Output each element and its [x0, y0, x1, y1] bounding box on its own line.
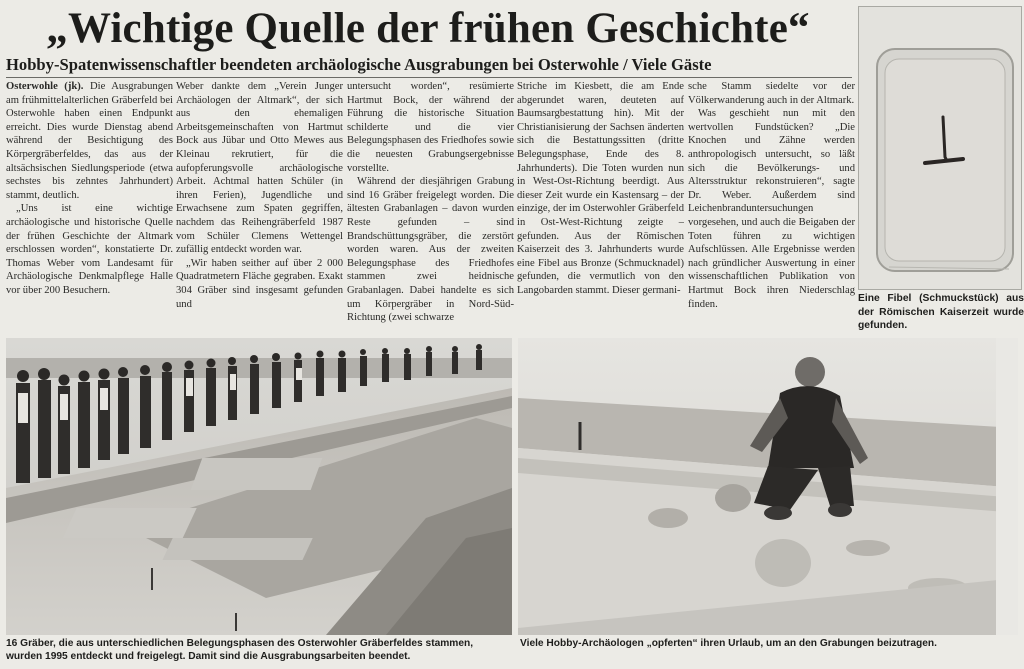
dateline: Osterwohle (jk).	[6, 81, 84, 92]
fibula-caption: Eine Fibel (Schmuckstück) aus der Römischen Kaiserzeit wurde gefunden.	[858, 293, 1024, 331]
volunteer-caption: Viele Hobby-Archäologen „opferten“ ihren Urlaub, um an den Grabungen beizutragen.	[520, 638, 937, 649]
article-paragraph: Striche im Kiesbett, die am Ende abgerundet waren, deuteten auf Baumsargbestattung hin). Mit der Christianisierung der Sachsen änderten sich die Bestattungssitten (dritte Belegungsphase, Ende des 8. Jahrhunderts). Die Toten wurden nun in West-Ost-Richtung beerdigt. Aus dieser Zeit wurde ein Kastensarg – der einzige, der im Osterwohler Gräberfeld in Ost-West-Richtung zeigte – gefunden. Aus der Römischen Kaiserzeit des 3. Jahrhunderts wurde eine Fibel aus Bronze (Schmucknadel) gefunden, die vermutlich von den Langobarden stammt. Dieser germani-	[517, 81, 684, 296]
article-headline: „Wichtige Quelle der frühen Geschichte“	[46, 5, 810, 52]
article-column-1	[6, 80, 173, 335]
headline-rule	[6, 77, 852, 78]
article-paragraph: „Wir haben seither auf über 2 000 Quadratmetern Fläche gegraben. Exakt 304 Gräber sind insgesamt gefunden und	[176, 257, 343, 310]
article-paragraph	[6, 80, 173, 202]
article-paragraph: Was geschieht nun mit den wertvollen Fundstücken? „Die Knochen und Zähne werden anthropologisch untersucht, so läßt sich die Bevölkerungs- und Altersstruktur rekonstruieren“, sagte Dr. Weber. Außerdem sind Leichenbranduntersuchungen vorgesehen, und auch die Beigaben der Toten führen zu wichtigen Aufschlüssen. Alle Ergebnisse werden nach gründlicher Auswertung in einer wissenschaftlichen Publikation von Hartmut Bock ihren Niederschlag finden.	[688, 108, 855, 310]
fibula-photo	[858, 6, 1022, 290]
excavation-image	[6, 338, 512, 635]
article-paragraph: untersucht worden“, resümierte Hartmut Bock, der während der Führung die historische Situation schilderte und die vier Belegungsphasen des Friedhofes sowie die neuesten Grabungsergebnisse vorstellte.	[347, 81, 514, 174]
article-column-2	[176, 80, 343, 335]
article-paragraph: „Uns ist eine wichtige archäologische und historische Quelle der frühen Geschichte der Altmark erschlossen worden“, konstatierte Dr. Thomas Weber vom Landesamt für Archäologische Denkmalpflege Halle vor über 200 Besuchern.	[6, 203, 173, 296]
paragraph-text: Die Ausgrabungen am frühmittelalterlichen Gräberfeld bei Osterwohle haben einen Endpunkt erreicht. Dies wurde Dienstag abend während der Besichtigung des Körpergräberfeldes, das aus der altsächsischen Siedlungsperiode (etwa sechstes bis zehntes Jahrhundert) stammt, deutlich.	[6, 81, 173, 201]
excavation-photo	[6, 338, 512, 635]
article-column-3	[347, 80, 514, 335]
volunteer-photo	[518, 338, 1018, 635]
excavation-caption: 16 Gräber, die aus unterschiedlichen Belegungsphasen des Osterwohler Gräberfeldes stammen, wurden 1995 entdeckt und freigelegt. Damit sind die Ausgrabungsarbeiten beendet.	[6, 638, 474, 663]
article-subheadline: Hobby-Spatenwissenschaftler beendeten archäologische Ausgrabungen bei Osterwohle / Viele Gäste	[6, 55, 712, 74]
article-column-5	[688, 80, 855, 335]
article-paragraph: Weber dankte dem „Verein Junger Archäologen der Altmark“, der sich aus den ehemaligen Arbeitsgemeinschaften von Hartmut Bock aus Jübar und Otto Mewes aus Kleinau rekrutiert, für die aufopferungsvolle archäologische Arbeit. Achtmal hatten Schüler (in ihren Ferien), Jugendliche und Erwachsene zum Spaten gegriffen, nachdem das Reihengräberfeld 1987 vom Schüler Clemens Wettengel zufällig entdeckt worden war.	[176, 81, 343, 256]
article-paragraph: Während der diesjährigen Grabung sind 16 Gräber freigelegt worden. Die ältesten Grabanlagen – davon wurden Reste gefunden – sind Brandschüttungsgräber, die zerstört worden waren. Aus der zweiten Belegungsphase des Friedhofes stammen zwei heidnische Grabanlagen. Dabei handelte es sich um Körpergräber in Nord-Süd-Richtung (zwei schwarze	[347, 176, 514, 324]
article-column-4	[517, 80, 684, 335]
fibula-image	[859, 7, 1021, 289]
volunteer-image	[518, 338, 1018, 635]
article-paragraph: sche Stamm siedelte vor der Völkerwanderung auch in der Altmark.	[688, 81, 855, 106]
